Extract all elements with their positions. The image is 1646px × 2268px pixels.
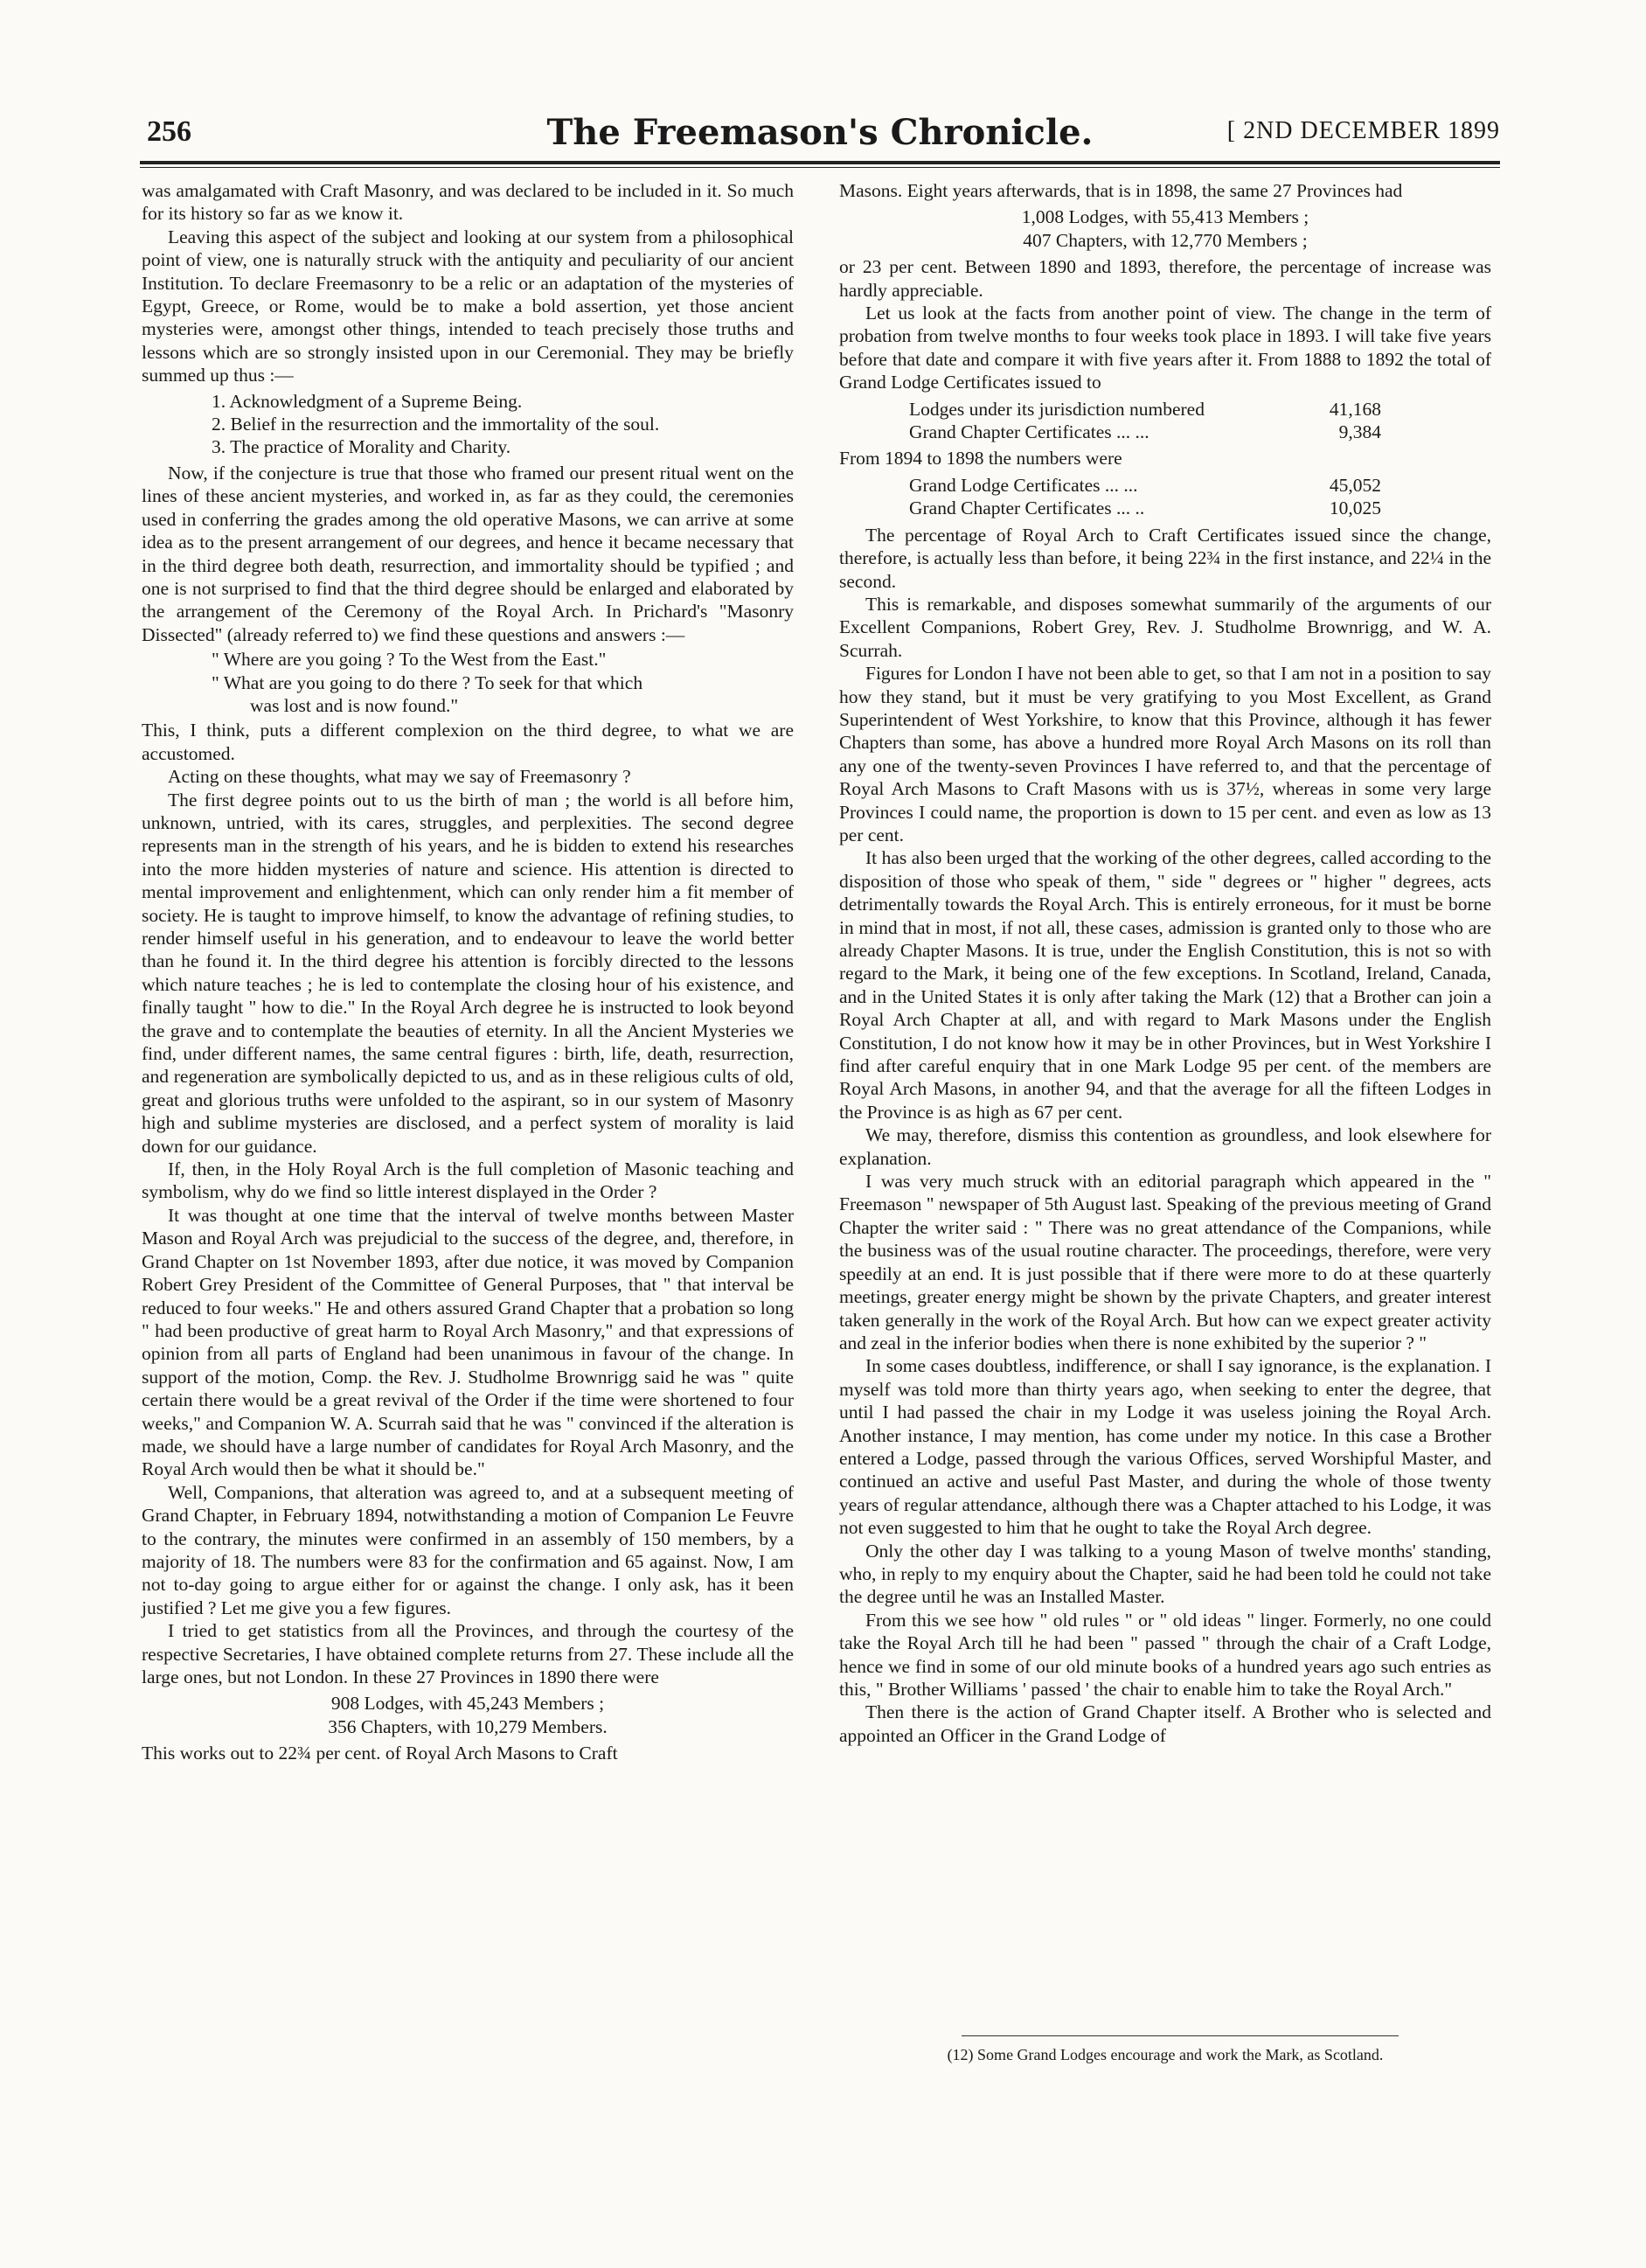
- paragraph: Now, if the conjecture is true that those who framed our present ritual went on the lines of these ancient mysteries, and worked in, as far as they could, the ceremonies used in conferring the grades among the old operative Masons, we can arrive at some idea as to the present arrangement of our degrees, and hence it became necessary that in the third degree both death, resurrection, and immortality should be typified ; and one is not surprised to find that the third degree should be enlarged and elaborated by the arrangement of the Ceremony of the Royal Arch. In Prichard's "Masonry Dissected" (already referred to) we find these questions and answers :—: [142, 462, 794, 645]
- paragraph: It has also been urged that the working of the other degrees, called according to the disposition of those who speak of them, " side " degrees or " higher " degrees, acts detrimentally towards the Royal Arch. This is entirely erroneous, for it must be borne in mind that in most, if not all, these cases, admission is granted only to those who are already Chapter Masons. It is true, under the English Constitution, this is not so with regard to the Mark, it being one of the few exceptions. In Scotland, Ireland, Canada, and in the United States it is only after taking the Mark (12) that a Brother can join a Royal Arch Chapter at all, and with regard to Mark Masons under the English Constitution, I do not know how it may be in other Provinces, but in West Yorkshire I find after careful enquiry that in one Mark Lodge 95 per cent. of the members are Royal Arch Masons, in another 94, and that the average for all the fifteen Lodges in the Province is as high as 67 per cent.: [839, 847, 1491, 1123]
- paragraph: Well, Companions, that alteration was agreed to, and at a subsequent meeting of Grand Chapter, in February 1894, notwithstanding a motion of Companion Le Feuvre to the contrary, the minutes were confirmed in an assembly of 150 members, by a majority of 18. The numbers were 83 for the confirmation and 65 against. Now, I am not to-day going to argue either for or against the change. I only ask, has it been justified ? Let me give you a few figures.: [142, 1481, 794, 1618]
- quote-line: " Where are you going ? To the West from the East.": [212, 649, 607, 671]
- table-row: [909, 421, 1381, 443]
- paragraph: Acting on these thoughts, what may we say of Freemasonry ?: [168, 766, 631, 788]
- paragraph: Figures for London I have not been able to get, so that I am not in a position to say how they stand, but it must be very gratifying to you Most Excellent, as Grand Superintendent of West Yorkshire, to know that this Province, although it has fewer Chapters than some, has above a hundred more Royal Arch Masons on its roll than any one of the twenty-seven Provinces I have referred to, and that the percentage of Royal Arch Masons to Craft Masons with us is 37½, whereas in some very large Provinces I could name, the proportion is down to 15 per cent. and even as low as 13 per cent.: [839, 663, 1491, 845]
- table-row: [909, 474, 1381, 497]
- paragraph: The percentage of Royal Arch to Craft Certificates issued since the change, therefore, is actually less than before, it being 22¾ in the first instance, and 22¼ in the second.: [839, 524, 1491, 592]
- quotation: [212, 648, 794, 717]
- list-item: 3. The practice of Morality and Charity.: [212, 436, 511, 458]
- paragraph: In some cases doubtless, indifference, or shall I say ignorance, is the explanation. I myself was told more than thirty years ago, when seeking to enter the degree, that until I had passed the chair in my Lodge it was useless joining the Royal Arch. Another instance, I may mention, has come under my notice. In this case a Brother entered a Lodge, passed through the various Offices, served Worshipful Master, and continued an active and useful Past Master, and during the whole of those twenty years of regular attendance, although there was a Chapter attached to his Lodge, it was not even suggested to him that he ought to take the Royal Arch degree.: [839, 1355, 1491, 1539]
- paragraph: This is remarkable, and disposes somewhat summarily of the arguments of our Excellent Companions, Robert Grey, Rev. J. Studholme Brownrigg, and W. A. Scurrah.: [839, 593, 1491, 661]
- journal-title: The Freemason's Chronicle.: [546, 112, 1094, 153]
- footnote-rule: [962, 2035, 1399, 2036]
- paragraph: I was very much struck with an editorial paragraph which appeared in the " Freemason " newspaper of 5th August last. Speaking of the previous meeting of Grand Chapter the writer said : " There was no great attendance of the Companions, while the business was of the usual routine character. The proceedings, therefore, were very speedily at an end. It is just possible that if there were more to do at these quarterly meetings, greater energy might be shown by the private Chapters, and greater interest taken generally in the work of the Royal Arch. But how can we expect greater activity and zeal in the inferior bodies when there is none exhibited by the superior ? ": [839, 1171, 1491, 1353]
- stat-line: 407 Chapters, with 12,770 Members ;: [1023, 229, 1308, 251]
- statistics-1890: [142, 1692, 794, 1738]
- page-number: 256: [147, 115, 191, 148]
- row-label: Grand Lodge Certificates ... ...: [909, 474, 1138, 496]
- paragraph: Leaving this aspect of the subject and looking at our system from a philosophical point of view, one is naturally struck with the antiquity and peculiarity of our ancient Institution. To declare Freemasonry to be a relic or an adaptation of the mysteries of Egypt, Greece, or Rome, would be to make a bold assertion, yet those ancient mysteries were, amongst other things, intended to teach precisely those truths and lessons which are so strongly insisted upon in our Ceremonial. They may be briefly summed up thus :—: [142, 226, 794, 386]
- table-row: [909, 398, 1381, 421]
- paragraph: It was thought at one time that the interval of twelve months between Master Mason and Royal Arch was prejudicial to the success of the degree, and, therefore, in Grand Chapter on 1st November 1893, after due notice, it was moved by Companion Robert Grey President of the Committee of General Purposes, that " that interval be reduced to four weeks." He and others assured Grand Chapter that a probation so long " had been productive of great harm to Royal Arch Masonry," and that expressions of opinion from all parts of England had been unanimous in favour of the change. In support of the motion, Comp. the Rev. J. Studholme Brownrigg said he was " quite certain there would be a great revival of the Order if the time were shortened to four weeks," and Companion W. A. Scurrah said that he was " convinced if the alteration is made, we should have a large number of candidates for Royal Arch Masonry, and the Royal Arch would then be what it should be.": [142, 1204, 794, 1480]
- numbered-list: [212, 390, 794, 459]
- row-label: Lodges under its jurisdiction numbered: [909, 398, 1205, 420]
- paragraph: Only the other day I was talking to a young Mason of twelve months' standing, who, in reply to my enquiry about the Chapter, said he had been told he could not take the degree until he was an Installed Master.: [839, 1540, 1491, 1608]
- row-value: 45,052: [1329, 474, 1381, 496]
- paragraph: This, I think, puts a different complexion on the third degree, to what we are accustomed.: [142, 720, 794, 764]
- list-item: 2. Belief in the resurrection and the immortality of the soul.: [212, 414, 660, 435]
- row-label: Grand Chapter Certificates ... ..: [909, 497, 1145, 519]
- table-row: [909, 497, 1381, 519]
- paragraph: Masons. Eight years afterwards, that is in 1898, the same 27 Provinces had: [839, 180, 1403, 201]
- paragraph: If, then, in the Holy Royal Arch is the full completion of Masonic teaching and symbolism, why do we find so little interest displayed in the Order ?: [142, 1158, 794, 1203]
- row-value: 41,168: [1329, 398, 1381, 420]
- paragraph: I tried to get statistics from all the Provinces, and through the courtesy of the respective Secretaries, I have obtained complete returns from 27. These include all the large ones, but not London. In these 27 Provinces in 1890 there were: [142, 1620, 794, 1687]
- paragraph: Then there is the action of Grand Chapter itself. A Brother who is selected and appointed an Officer in the Grand Lodge of: [839, 1701, 1491, 1746]
- paragraph: From 1894 to 1898 the numbers were: [839, 448, 1122, 470]
- paragraph: or 23 per cent. Between 1890 and 1893, therefore, the percentage of increase was hardly appreciable.: [839, 256, 1491, 301]
- paragraph: This works out to 22¾ per cent. of Royal Arch Masons to Craft: [142, 1743, 618, 1764]
- certificates-table-1894: [909, 474, 1381, 520]
- left-column: [142, 179, 794, 1765]
- header-rule: [140, 161, 1500, 164]
- row-value: 10,025: [1329, 497, 1381, 519]
- paragraph: From this we see how " old rules " or " old ideas " linger. Formerly, no one could take the Royal Arch till he had been " passed " through the chair of a Craft Lodge, hence we find in some of our old minute books of a hundred years ago such entries as this, " Brother Williams ' passed ' the chair to enable him to take the Royal Arch.": [839, 1609, 1491, 1700]
- paragraph: We may, therefore, dismiss this contention as groundless, and look elsewhere for explanation.: [839, 1124, 1491, 1169]
- quote-line: " What are you going to do there ? To seek for that which: [212, 671, 643, 693]
- paragraph: was amalgamated with Craft Masonry, and was declared to be included in it. So much for its history so far as we know it.: [142, 180, 794, 225]
- quote-line: was lost and is now found.": [250, 694, 459, 716]
- paragraph: Let us look at the facts from another point of view. The change in the term of probation from twelve months to four weeks took place in 1893. I will take five years before that date and compare it with five years after it. From 1888 to 1892 the total of Grand Lodge Certificates issued to: [839, 303, 1491, 393]
- paragraph: The first degree points out to us the birth of man ; the world is all before him, unknown, untried, with its cares, struggles, and perplexities. The second degree represents man in the strength of his years, and he is bidden to extend his researches into the more hidden mysteries of nature and science. His attention is directed to mental improvement and enlightenment, which can only render him a fit member of society. He is taught to improve himself, to know the advantage of refining studies, to render himself useful in his generation, and to endeavour to leave the world better than he found it. In the third degree his attention is forcibly directed to the lessons which nature teaches ; he is led to contemplate the closing hour of his existence, and finally taught " how to die." In the Royal Arch degree he is instructed to look beyond the grave and to contemplate the beauties of eternity. In all the Ancient Mysteries we find, under different names, the same central figures : birth, life, death, resurrection, and regeneration are symbolically depicted to us, and as in these religious cults of old, great and glorious truths were unfolded to the aspirant, so in our system of Masonry high and sublime mysteries are disclosed, and a perfect system of morality is laid down for our guidance.: [142, 789, 794, 1157]
- statistics-1898: [839, 205, 1491, 252]
- issue-date: [ 2ND DECEMBER 1899: [1226, 117, 1500, 144]
- footnote: (12) Some Grand Lodges encourage and work the Mark, as Scotland.: [947, 2046, 1384, 2063]
- row-label: Grand Chapter Certificates ... ...: [909, 421, 1149, 443]
- page-header: [140, 112, 1500, 156]
- list-item: 1. Acknowledgment of a Supreme Being.: [212, 390, 523, 412]
- right-column: [839, 179, 1491, 1747]
- stat-line: 1,008 Lodges, with 55,413 Members ;: [1021, 206, 1309, 228]
- stat-line: 908 Lodges, with 45,243 Members ;: [330, 1693, 605, 1715]
- stat-line: 356 Chapters, with 10,279 Members.: [328, 1715, 608, 1737]
- certificates-table-1888: [909, 398, 1381, 444]
- row-value: 9,384: [1338, 421, 1381, 443]
- header-rule-thin: [140, 167, 1500, 168]
